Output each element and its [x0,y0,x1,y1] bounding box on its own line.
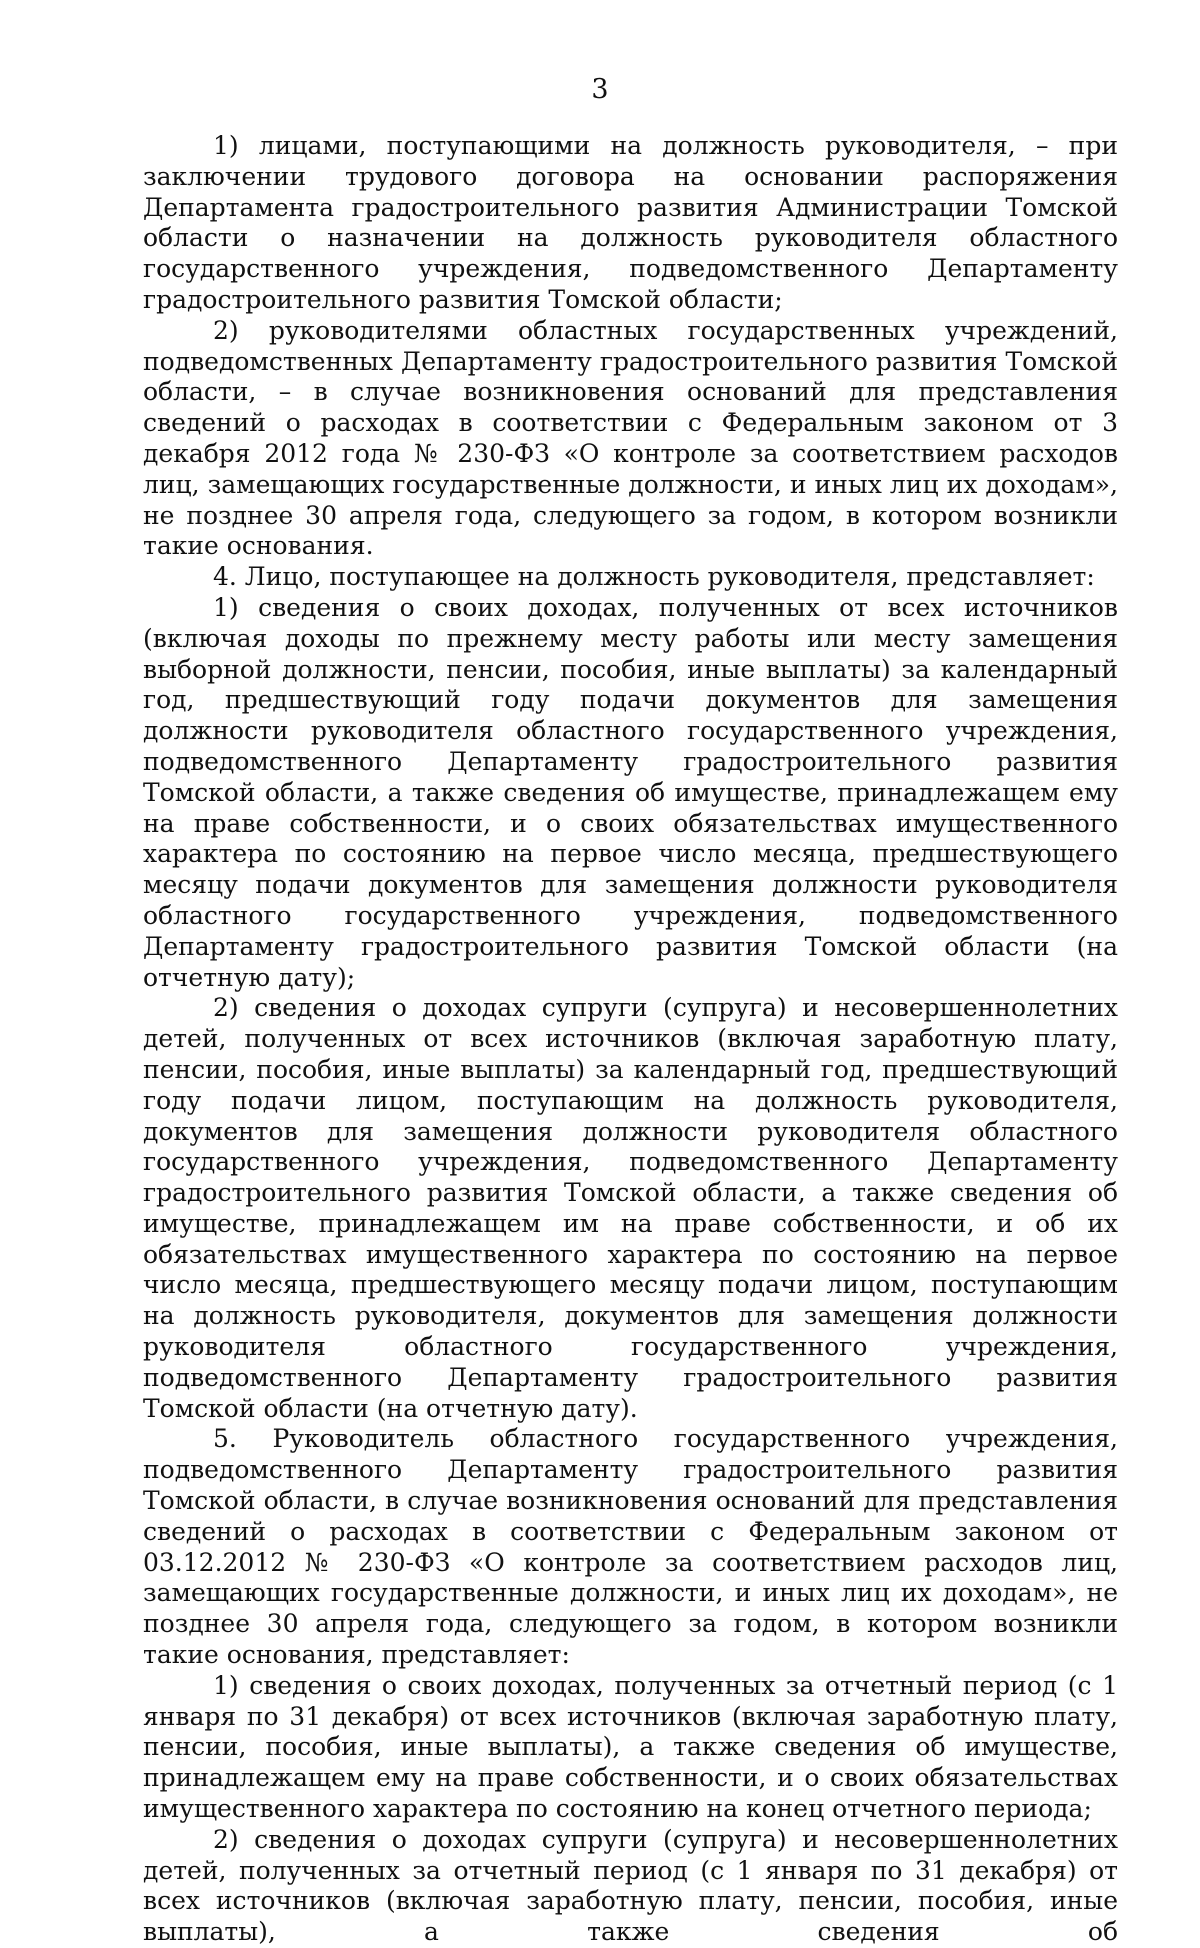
paragraph-clause-5: 5. Руководитель областного государственного учреждения, подведомственного Департаменту градостроительного развития Томской области, в случае возникновения оснований для представления сведений о расходах в соответствии с Федеральным законом от 03.12.2012 № 230-ФЗ «О контроле за соответствием расходов лиц, замещающих государственные должности, и иных лиц их доходам», не позднее 30 апреля года, следующего за годом, в котором возникли такие основания, представляет: [143,1424,1118,1670]
paragraph-item-2: 2) руководителями областных государственных учреждений, подведомственных Департаменту градостроительного развития Томской области, – в случае возникновения оснований для представления сведений о расходах в соответствии с Федеральным законом от 3 декабря 2012 года № 230-ФЗ «О контроле за соответствием расходов лиц, замещающих государственные должности, и иных лиц их доходам», не позднее 30 апреля года, следующего за годом, в котором возникли такие основания. [143,315,1118,561]
document-body [143,131,1118,1948]
paragraph-clause-5-item-1: 1) сведения о своих доходах, полученных за отчетный период (с 1 января по 31 декабря) от всех источников (включая заработную плату, пенсии, пособия, иные выплаты), а также сведения об имуществе, принадлежащем ему на праве собственности, и о своих обязательствах имущественного характера по состоянию на конец отчетного периода; [143,1670,1118,1824]
page-number: 3 [591,74,609,105]
paragraph-clause-4-item-1: 1) сведения о своих доходах, полученных от всех источников (включая доходы по прежнему месту работы или месту замещения выборной должности, пенсии, пособия, иные выплаты) за календарный год, предшествующий году подачи документов для замещения должности руководителя областного государственного учреждения, подведомственного Департаменту градостроительного развития Томской области, а также сведения об имуществе, принадлежащем ему на праве собственности, и о своих обязательствах имущественного характера по состоянию на первое число месяца, предшествующего месяцу подачи документов для замещения должности руководителя областного государственного учреждения, подведомственного Департаменту градостроительного развития Томской области (на отчетную дату); [143,592,1118,992]
paragraph-item-1: 1) лицами, поступающими на должность руководителя, – при заключении трудового договора на основании распоряжения Департамента градостроительного развития Администрации Томской области о назначении на должность руководителя областного государственного учреждения, подведомственного Департаменту градостроительного развития Томской области; [143,131,1118,314]
paragraph-clause-4-item-2: 2) сведения о доходах супруги (супруга) и несовершеннолетних детей, полученных от всех источников (включая заработную плату, пенсии, пособия, иные выплаты) за календарный год, предшествующий году подачи лицом, поступающим на должность руководителя, документов для замещения должности руководителя областного государственного учреждения, подведомственного Департаменту градостроительного развития Томской области, а также сведения об имуществе, принадлежащем им на праве собственности, и об их обязательствах имущественного характера по состоянию на первое число месяца, предшествующего месяцу подачи лицом, поступающим на должность руководителя, документов для замещения должности руководителя областного государственного учреждения, подведомственного Департаменту градостроительного развития Томской области (на отчетную дату). [143,993,1118,1423]
paragraph-clause-5-item-2: 2) сведения о доходах супруги (супруга) и несовершеннолетних детей, полученных за отчетный период (с 1 января по 31 декабря) от всех источников (включая заработную плату, пенсии, пособия, иные выплаты), а также сведения об [143,1824,1118,1947]
paragraph-clause-4: 4. Лицо, поступающее на должность руководителя, представляет: [213,562,1095,592]
